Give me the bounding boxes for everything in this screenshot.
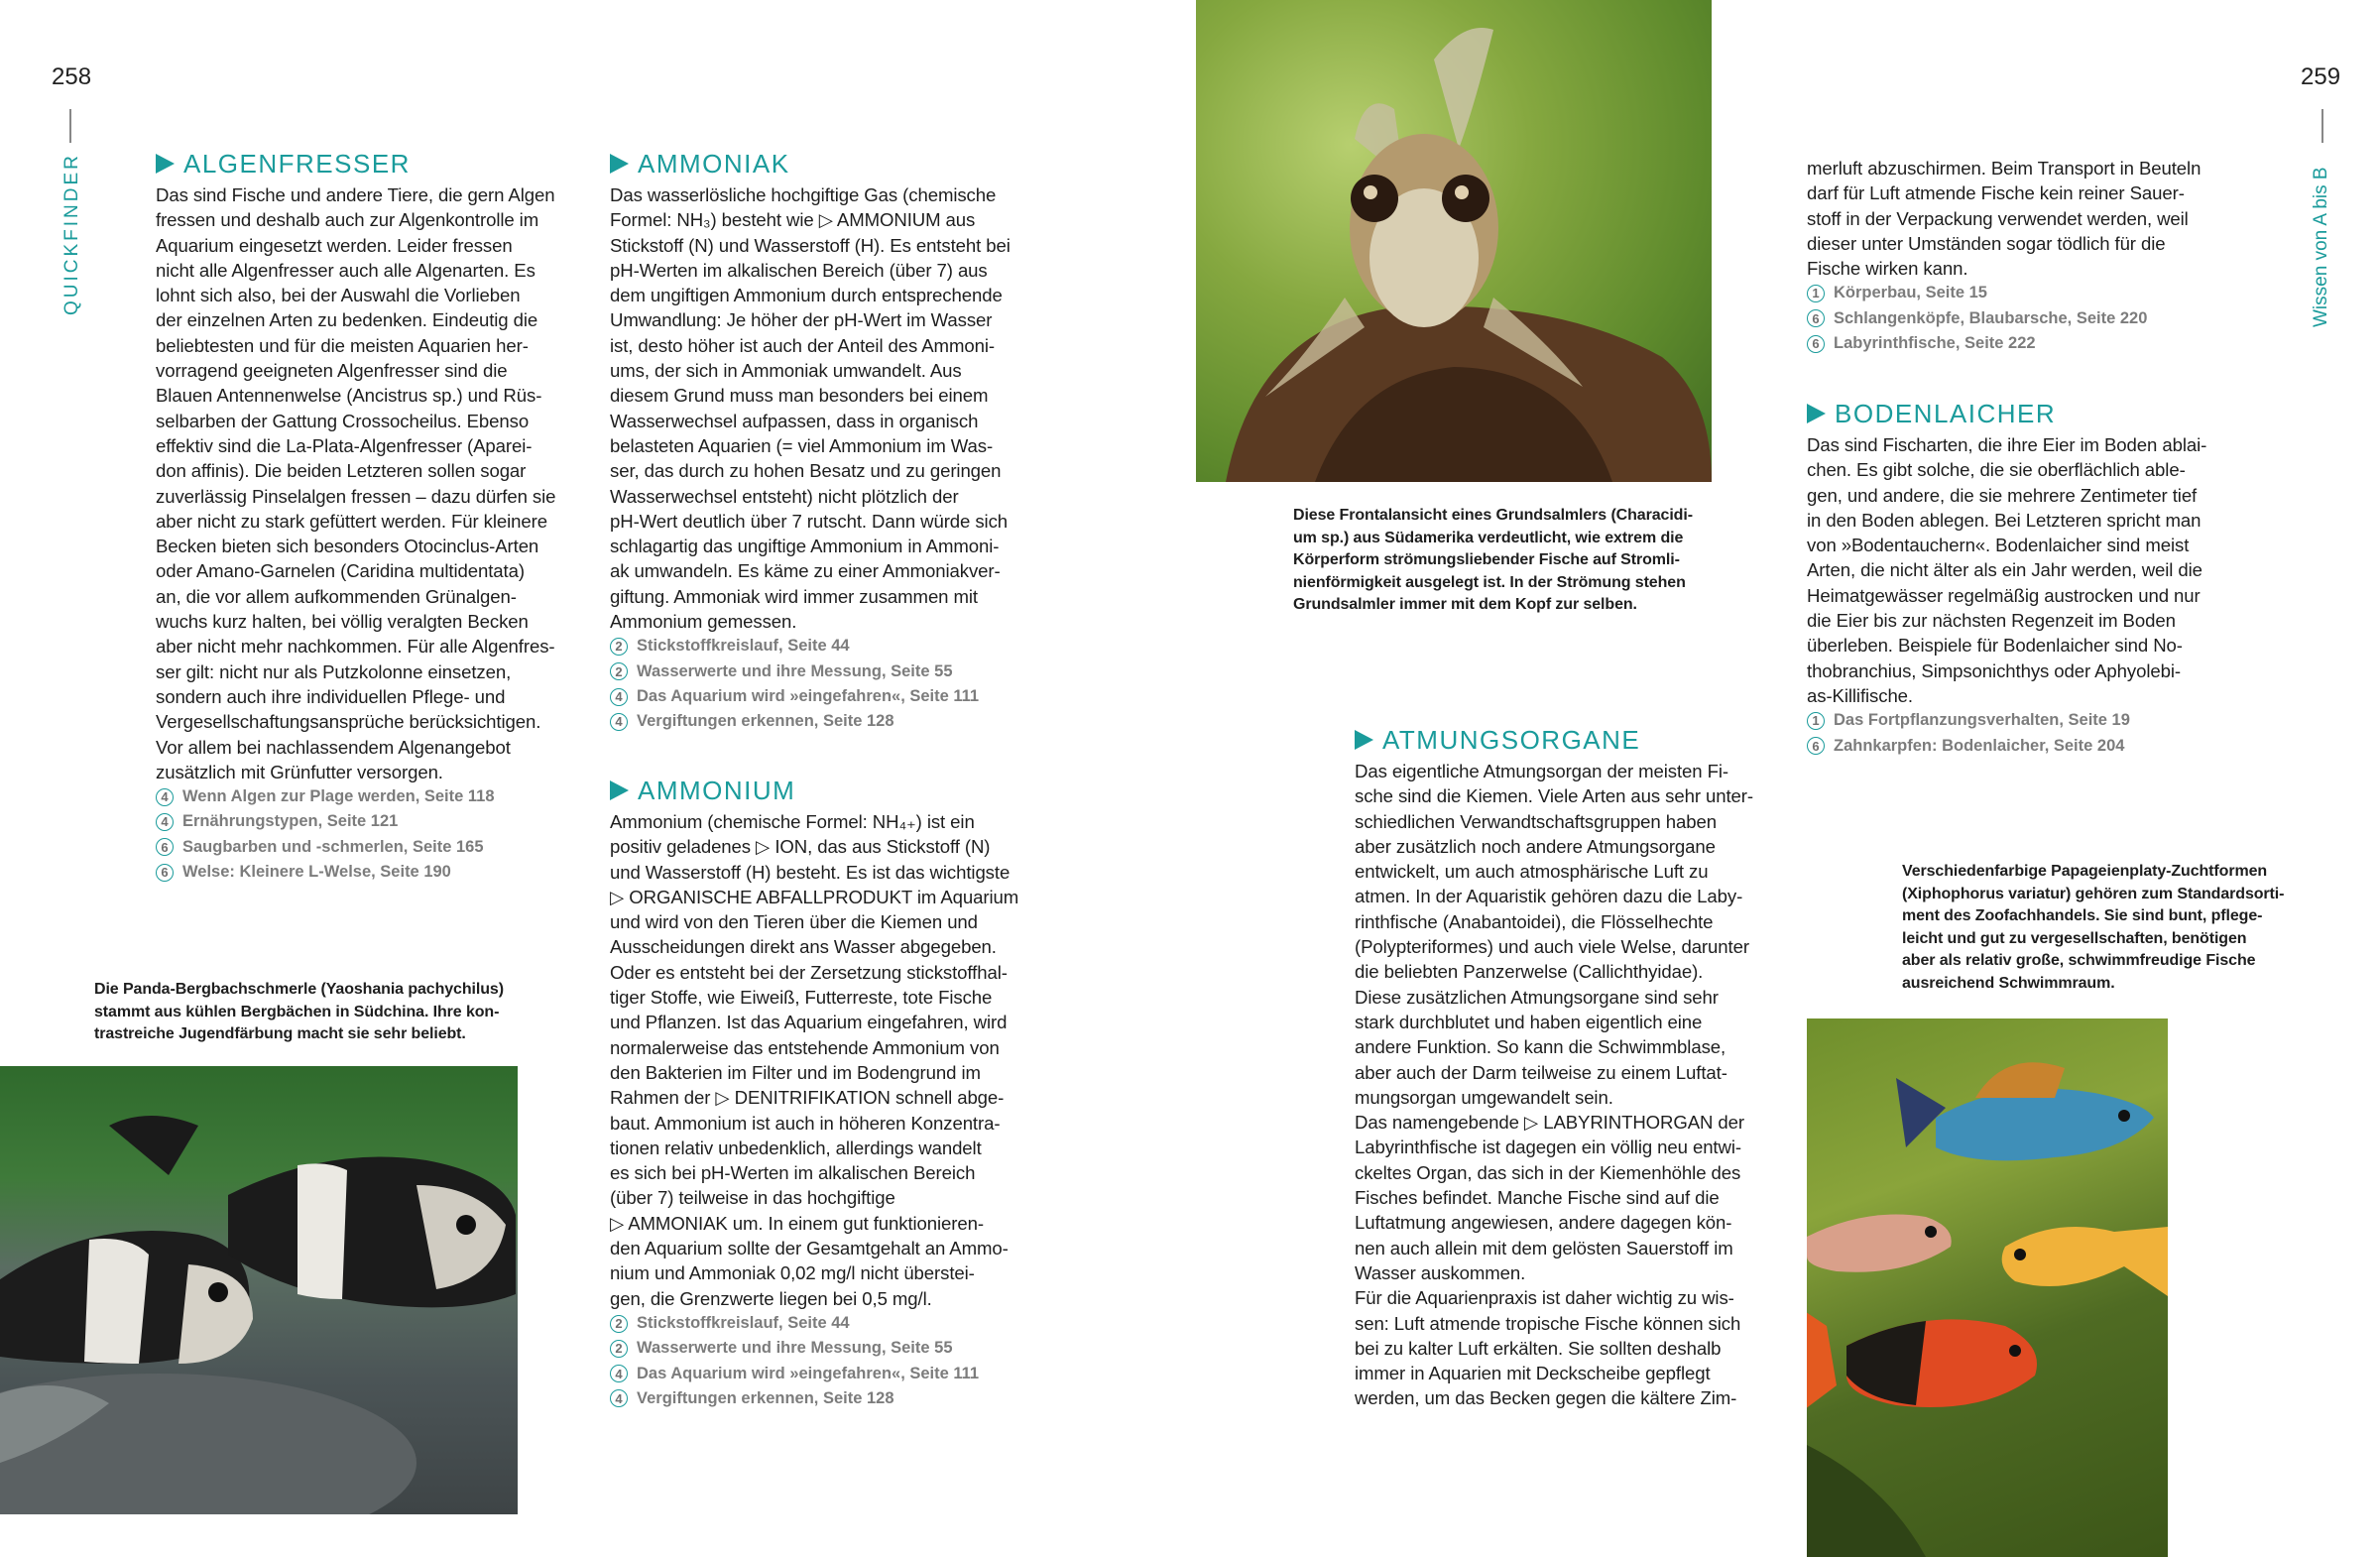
body-line: Ammonium (chemische Formel: NH₄₊) ist ein <box>610 811 975 832</box>
cross-reference-text: Das Fortpflanzungsverhalten, Seite 19 <box>1834 711 2130 730</box>
cross-reference-text: Das Aquarium wird »eingefahren«, Seite 111 <box>637 686 980 705</box>
triangle-marker-icon <box>610 154 629 174</box>
triangle-marker-icon <box>156 154 175 174</box>
caption-line: stammt aus kühlen Bergbächen in Südchina. Ihre kon- <box>94 1003 500 1020</box>
chapter-number-icon: 1 <box>1807 285 1825 302</box>
body-line: vorragend geeigneten Algenfresser sind die <box>156 360 508 382</box>
caption-line: Verschiedenfarbige Papageienplaty-Zuchtformen <box>1902 863 2268 880</box>
body-line: Becken bieten sich besonders Otocinclus-Arten <box>156 536 539 557</box>
caption-platy <box>1902 861 2284 996</box>
cross-reference-text: Labyrinthfische, Seite 222 <box>1834 334 2036 353</box>
body-line: tiger Stoffe, wie Eiweiß, Futterreste, tote Fische <box>610 987 993 1009</box>
body-line: dieser unter Umständen sogar tödlich für die <box>1807 232 2166 254</box>
body-line: ser gilt: nicht nur als Putzkolonne einsetzen, <box>156 660 512 682</box>
body-line: Stickstoff (N) und Wasserstoff (H). Es entsteht bei <box>610 234 1011 256</box>
panda-loach-illustration <box>0 1066 518 1514</box>
body-line: Wasser auskommen. <box>1355 1261 1526 1283</box>
cross-reference-link[interactable] <box>1807 734 2206 759</box>
photo-panda-loaches <box>0 1066 518 1514</box>
body-line: ▷ AMMONIAK um. In einem gut funktionieren- <box>610 1212 984 1234</box>
body-line: von »Bodentauchern«. Bodenlaicher sind meist <box>1807 535 2190 556</box>
chapter-number-icon: 2 <box>610 638 628 656</box>
body-line: pH-Wert deutlich über 7 rutscht. Dann würde sich <box>610 510 1009 532</box>
caption-line: aber als relativ große, schwimmfreudige Fische <box>1902 952 2256 970</box>
body-line: und wird von den Tieren über die Kiemen und <box>610 911 978 933</box>
chapter-number-icon: 6 <box>1807 335 1825 353</box>
caption-line: Diese Frontalansicht eines Grundsalmlers (Characidi- <box>1293 507 1693 524</box>
body-line: pH-Werten im alkalischen Bereich (über 7) aus <box>610 259 988 281</box>
heading-text: BODENLAICHER <box>1835 398 2057 428</box>
article-heading <box>610 774 1018 807</box>
body-line: Oder es entsteht bei der Zersetzung stickstoffhal- <box>610 961 1008 983</box>
cross-reference-link[interactable] <box>156 835 555 860</box>
body-line: schiedlichen Verwandtschaftsgruppen haben <box>1355 810 1717 832</box>
triangle-marker-icon <box>610 780 629 800</box>
caption-line: Die Panda-Bergbachschmerle (Yaoshania pachychilus) <box>94 981 504 998</box>
body-line: überleben. Beispiele für Bodenlaicher sind No- <box>1807 635 2183 657</box>
chapter-number-icon: 2 <box>610 1315 628 1333</box>
body-line: Das namengebende ▷ LABYRINTHORGAN der <box>1355 1112 1744 1134</box>
body-line: schlagartig das ungiftige Ammonium in Ammoni- <box>610 536 1000 557</box>
divider-left <box>69 109 71 143</box>
body-line: ▷ ORGANISCHE ABFALLPRODUKT im Aquarium <box>610 886 1019 907</box>
body-line: Wasserwechsel entsteht) nicht plötzlich der <box>610 485 959 507</box>
page-number-right: 259 <box>2301 63 2341 90</box>
article-heading <box>156 147 555 180</box>
body-line: stoff in der Verpackung verwendet werden, weil <box>1807 207 2189 229</box>
body-line: den Bakterien im Filter und im Bodengrund im <box>610 1061 981 1083</box>
body-line: Blauen Antennenwelse (Ancistrus sp.) und Rüs- <box>156 385 542 407</box>
body-line: dem ungiftigen Ammonium durch entsprechende <box>610 285 1003 306</box>
cross-reference-link[interactable] <box>610 684 1011 709</box>
body-line: Rahmen der ▷ DENITRIFIKATION schnell abge- <box>610 1087 1005 1109</box>
body-line: ums, der sich in Ammoniak umwandelt. Aus <box>610 360 962 382</box>
caption-line: trastreiche Jugendfärbung macht sie sehr beliebt. <box>94 1025 466 1043</box>
cross-reference-text: Vergiftungen erkennen, Seite 128 <box>637 1388 894 1407</box>
article-algenfresser <box>156 147 555 885</box>
body-line: Ausscheidungen direkt ans Wasser abgegeben. <box>610 936 997 958</box>
body-line: nicht alle Algenfresser auch alle Algenarten. Es <box>156 259 536 281</box>
body-line: fressen und deshalb auch zur Algenkontrolle im <box>156 209 539 231</box>
body-line: Luftatmung angewiesen, andere dagegen kön- <box>1355 1212 1732 1234</box>
body-line: aber auch der Darm teilweise zu einem Luftat- <box>1355 1061 1727 1083</box>
body-line: Fische wirken kann. <box>1807 258 1968 280</box>
body-line: Ammonium gemessen. <box>610 611 797 633</box>
body-line: es sich bei pH-Werten im alkalischen Bereich <box>610 1162 976 1184</box>
chapter-number-icon: 1 <box>1807 712 1825 730</box>
page-number-left: 258 <box>52 63 92 90</box>
divider-right <box>2321 109 2323 143</box>
body-line: Labyrinthfische ist dagegen ein völlig neu entwi- <box>1355 1137 1741 1158</box>
body-line: ist, desto höher ist auch der Anteil des Ammoni- <box>610 334 995 356</box>
chapter-number-icon: 2 <box>610 1340 628 1358</box>
body-line: an, die vor allem aufkommenden Grünalgen- <box>156 585 517 607</box>
chapter-number-icon: 4 <box>610 713 628 731</box>
body-line: mungsorgan umgewandelt sein. <box>1355 1086 1613 1108</box>
chapter-number-icon: 4 <box>610 1365 628 1382</box>
cross-reference-link[interactable] <box>610 1386 1018 1411</box>
cross-reference-link[interactable] <box>1807 306 2201 331</box>
body-line: (über 7) teilweise in das hochgiftige <box>610 1187 895 1209</box>
body-line: baut. Ammonium ist auch in höheren Konzentra- <box>610 1112 1001 1134</box>
body-line: ckeltes Organ, das sich in der Kiemenhöhle des <box>1355 1161 1741 1183</box>
triangle-marker-icon <box>1355 730 1373 750</box>
body-line: Arten, die nicht älter als ein Jahr werden, weil die <box>1807 559 2202 581</box>
cross-reference-link[interactable] <box>1807 331 2201 356</box>
body-line: Vergesellschaftungsansprüche berücksichtigen. <box>156 711 541 733</box>
chapter-number-icon: 6 <box>1807 737 1825 755</box>
body-line: zuverlässig Pinselalgen fressen – dazu dürfen sie <box>156 485 556 507</box>
article-ammonium <box>610 774 1018 1411</box>
body-line: Das eigentliche Atmungsorgan der meisten Fi- <box>1355 761 1728 781</box>
caption-line: leicht und gut zu vergesellschaften, benötigen <box>1902 929 2247 947</box>
cross-reference-text: Wasserwerte und ihre Messung, Seite 55 <box>637 1339 953 1358</box>
body-line: und Pflanzen. Ist das Aquarium eingefahren, wird <box>610 1012 1008 1033</box>
body-line: die Eier bis zur nächsten Regenzeit im Boden <box>1807 610 2176 632</box>
chapter-number-icon: 4 <box>156 813 174 831</box>
body-line: beliebtesten und für die meisten Aquarien her- <box>156 334 529 356</box>
body-line: diesem Grund muss man besonders bei einem <box>610 385 989 407</box>
article-heading <box>1355 723 1753 757</box>
body-line: entwickelt, um auch atmosphärische Luft zu <box>1355 861 1709 883</box>
chapter-number-icon: 4 <box>610 688 628 706</box>
triangle-marker-icon <box>1807 404 1826 423</box>
cross-reference-link[interactable] <box>610 1362 1018 1386</box>
body-line: rinthfische (Anabantoidei), die Flösselhechte <box>1355 910 1714 932</box>
article-atmungsorgane <box>1355 723 1753 1411</box>
body-line: Heimatgewässer regelmäßig austrocken und nur <box>1807 584 2201 606</box>
cross-reference-text: Wenn Algen zur Plage werden, Seite 118 <box>182 787 495 806</box>
body-line: Für die Aquarienpraxis ist daher wichtig zu wis- <box>1355 1287 1734 1309</box>
body-line: gen, und andere, die sie mehrere Zentimeter tief <box>1807 484 2198 506</box>
body-line: positiv geladenes ▷ ION, das aus Stickstoff (N) <box>610 836 991 858</box>
body-line: aber zusätzlich noch andere Atmungsorgane <box>1355 835 1716 857</box>
caption-line: ausreichend Schwimmraum. <box>1902 974 2115 992</box>
cross-reference-text: Ernährungstypen, Seite 121 <box>182 812 399 831</box>
caption-line: ment des Zoofachhandels. Sie sind bunt, pflege- <box>1902 907 2263 925</box>
cross-reference-link[interactable] <box>610 659 1011 684</box>
body-line: Vor allem bei nachlassendem Algenangebot <box>156 736 511 758</box>
cross-reference-text: Welse: Kleinere L-Welse, Seite 190 <box>182 863 451 882</box>
cross-reference-link[interactable] <box>1807 281 2201 305</box>
body-line: thobranchius, Simpsonichthys oder Aphyolebi- <box>1807 659 2181 681</box>
body-line: don affinis). Die beiden Letzteren sollen sogar <box>156 460 527 482</box>
body-line: Umwandlung: Je höher der pH-Wert im Wasser <box>610 309 993 331</box>
body-line: gen, die Grenzwerte liegen bei 0,5 mg/l. <box>610 1287 932 1309</box>
caption-line: um sp.) aus Südamerika verdeutlicht, wie extrem die <box>1293 529 1684 546</box>
body-line: sen: Luft atmende tropische Fische können sich <box>1355 1312 1741 1334</box>
body-line: Das sind Fische und andere Tiere, die gern Algen <box>156 184 555 205</box>
body-line: Wasserwechsel aufpassen, dass in organisch <box>610 410 979 431</box>
body-line: Das wasserlösliche hochgiftige Gas (chemische <box>610 184 997 205</box>
cross-reference-link[interactable] <box>610 709 1011 734</box>
body-line: in den Boden ablegen. Bei Letzteren spricht man <box>1807 509 2202 531</box>
body-line: wuchs kurz halten, bei völlig veralgten Becken <box>156 611 529 633</box>
caption-line: nienförmigkeit ausgelegt ist. In der Strömung stehen <box>1293 573 1686 591</box>
article-atmungsorgane-continued <box>1807 156 2201 356</box>
chapter-number-icon: 4 <box>610 1389 628 1407</box>
cross-reference-text: Das Aquarium wird »eingefahren«, Seite 111 <box>637 1364 980 1382</box>
body-line: aber nicht zu stark gefüttert werden. Für kleinere <box>156 510 547 532</box>
body-line: ser, das durch zu hohen Besatz und zu geringen <box>610 460 1002 482</box>
body-line: merluft abzuschirmen. Beim Transport in Beuteln <box>1807 158 2202 179</box>
cross-reference-link[interactable] <box>610 1336 1018 1361</box>
cross-reference-text: Saugbarben und -schmerlen, Seite 165 <box>182 837 484 856</box>
body-line: tionen relativ unbedenklich, allerdings wandelt <box>610 1137 982 1158</box>
body-line: nium und Ammoniak 0,02 mg/l nicht überstei- <box>610 1262 975 1284</box>
chapter-number-icon: 4 <box>156 788 174 806</box>
heading-text: ALGENFRESSER <box>183 148 411 179</box>
cross-reference-link[interactable] <box>1807 708 2206 733</box>
chapter-number-icon: 6 <box>156 838 174 856</box>
cross-reference-link[interactable] <box>156 784 555 809</box>
body-line: werden, um das Becken gegen die kältere Zim- <box>1355 1387 1737 1409</box>
body-line: immer in Aquarien mit Deckscheibe gepflegt <box>1355 1363 1711 1384</box>
body-line: effektiv sind die La-Plata-Algenfresser (Aparei- <box>156 434 533 456</box>
caption-line: Grundsalmler immer mit dem Kopf zur selben. <box>1293 596 1637 614</box>
cross-reference-text: Zahnkarpfen: Bodenlaicher, Seite 204 <box>1834 736 2125 755</box>
photo-platys <box>1807 1018 2168 1557</box>
body-line: Diese zusätzlichen Atmungsorgane sind sehr <box>1355 986 1719 1008</box>
article-heading <box>610 147 1011 180</box>
cross-reference-text: Stickstoffkreislauf, Seite 44 <box>637 1313 850 1332</box>
body-line: atmen. In der Aquaristik gehören dazu die Laby- <box>1355 886 1743 907</box>
grundsalmler-illustration <box>1196 0 1712 482</box>
body-line: Das sind Fischarten, die ihre Eier im Boden ablai- <box>1807 434 2207 455</box>
cross-reference-text: Vergiftungen erkennen, Seite 128 <box>637 712 894 731</box>
body-line: ak umwandeln. Es käme zu einer Ammoniakver- <box>610 560 1001 582</box>
section-label-right: Wissen von A bis B <box>2311 167 2331 327</box>
heading-text: AMMONIUM <box>638 775 796 805</box>
article-ammoniak <box>610 147 1011 735</box>
body-line: lohnt sich also, bei der Auswahl die Vorlieben <box>156 285 521 306</box>
body-line: der einzelnen Arten zu bedenken. Eindeutig die <box>156 309 538 331</box>
body-line: Fisches befindet. Manche Fische sind auf die <box>1355 1187 1720 1209</box>
body-line: selbarben der Gattung Crossocheilus. Ebenso <box>156 410 530 431</box>
body-line: Formel: NH₃) besteht wie ▷ AMMONIUM aus <box>610 209 976 231</box>
body-line: bei zu kalter Luft erkälten. Sie sollten deshalb <box>1355 1337 1722 1359</box>
caption-panda <box>94 979 504 1046</box>
chapter-number-icon: 6 <box>156 864 174 882</box>
body-line: und Wasserstoff (H) besteht. Es ist das wichtigste <box>610 861 1011 883</box>
body-line: andere Funktion. So kann die Schwimmblase, <box>1355 1036 1726 1058</box>
article-bodenlaicher <box>1807 397 2206 759</box>
chapter-number-icon: 6 <box>1807 309 1825 327</box>
body-line: zusätzlich mit Grünfutter versorgen. <box>156 761 443 782</box>
body-line: belasteten Aquarien (= viel Ammonium im Was- <box>610 434 994 456</box>
body-line: as-Killifische. <box>1807 684 1913 706</box>
cross-reference-link[interactable] <box>156 860 555 885</box>
body-line: chen. Es gibt solche, die sie oberflächlich able- <box>1807 459 2186 481</box>
cross-reference-text: Wasserwerte und ihre Messung, Seite 55 <box>637 661 953 680</box>
chapter-number-icon: 2 <box>610 662 628 680</box>
cross-reference-text: Schlangenköpfe, Blaubarsche, Seite 220 <box>1834 308 2148 327</box>
body-line: die beliebten Panzerwelse (Callichthyidae). <box>1355 961 1704 983</box>
caption-line: (Xiphophorus variatur) gehören zum Standardsorti- <box>1902 885 2285 902</box>
body-line: Aquarium eingesetzt werden. Leider fressen <box>156 234 513 256</box>
body-line: normalerweise das entstehende Ammonium von <box>610 1036 1000 1058</box>
body-line: nen auch allein mit dem gelösten Sauerstoff im <box>1355 1237 1733 1258</box>
body-line: aber nicht mehr nachkommen. Für alle Algenfres- <box>156 636 555 658</box>
cross-reference-text: Körperbau, Seite 15 <box>1834 284 1987 302</box>
body-line: sche sind die Kiemen. Viele Arten aus sehr unter- <box>1355 785 1753 807</box>
body-line: giftung. Ammoniak wird immer zusammen mit <box>610 585 978 607</box>
cross-reference-text: Stickstoffkreislauf, Seite 44 <box>637 637 850 656</box>
body-line: oder Amano-Garnelen (Caridina multidentata) <box>156 560 525 582</box>
photo-grundsalmler <box>1196 0 1712 482</box>
body-line: darf für Luft atmende Fische kein reiner Sauer- <box>1807 182 2185 204</box>
caption-grundsalmler <box>1293 505 1693 617</box>
caption-line: Körperform strömungsliebender Fische auf Stromli- <box>1293 551 1680 569</box>
cross-reference-link[interactable] <box>156 809 555 834</box>
body-line: (Polypteriformes) und auch viele Welse, darunter <box>1355 936 1749 958</box>
platy-illustration <box>1807 1018 2168 1557</box>
heading-text: AMMONIAK <box>638 148 790 179</box>
cross-reference-link[interactable] <box>610 1311 1018 1336</box>
body-line: sondern auch ihre individuellen Pflege- und <box>156 685 506 707</box>
body-line: stark durchblutet und haben eigentlich eine <box>1355 1011 1703 1032</box>
article-heading <box>1807 397 2206 430</box>
body-line: den Aquarium sollte der Gesamtgehalt an Ammo- <box>610 1238 1009 1259</box>
heading-text: ATMUNGSORGANE <box>1382 724 1641 755</box>
cross-reference-link[interactable] <box>610 634 1011 659</box>
section-label-left: QUICKFINDER <box>61 153 82 315</box>
